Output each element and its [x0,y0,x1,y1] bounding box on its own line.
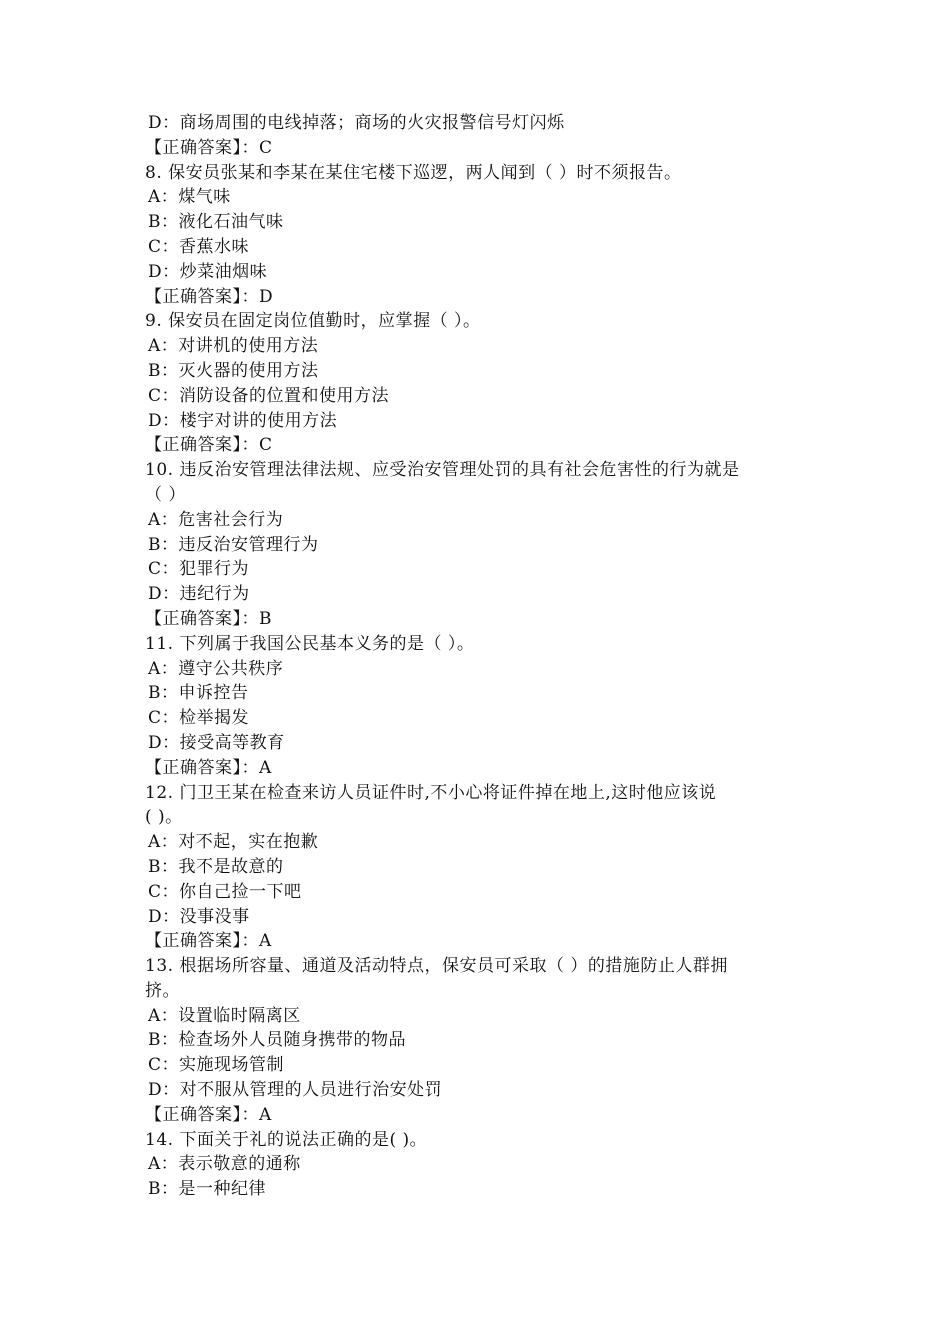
option-text: B：申诉控告 [148,683,249,704]
option-text: A：危害社会行为 [148,509,284,530]
option-text: D：违纪行为 [148,584,250,605]
option-text: B：是一种纪律 [148,1179,266,1200]
question-text: 14. 下面关于礼的说法正确的是( )。 [145,1129,428,1150]
option-text: C：香蕉水味 [148,236,250,257]
answer-text: 【正确答案】：C [145,137,273,158]
option-text: D：楼宇对讲的使用方法 [148,410,338,431]
option-text: A：设置临时隔离区 [148,1005,301,1026]
answer-text: 【正确答案】：D [145,286,274,307]
option-text: C：你自己捡一下吧 [148,881,302,902]
question-text: 12. 门卫王某在检查来访人员证件时,不小心将证件掉在地上,这时他应该说 [145,782,717,803]
question-continuation: ( )。 [145,807,183,828]
option-text: B：检查场外人员随身携带的物品 [148,1030,406,1051]
option-text: B：液化石油气味 [148,212,284,233]
question-text: 11. 下列属于我国公民基本义务的是（ ）。 [145,633,475,654]
document-page [0,111,950,1202]
option-text: C：检举揭发 [148,708,250,729]
question-continuation: 挤。 [145,980,180,1001]
option-text: B：灭火器的使用方法 [148,360,319,381]
option-text: D：商场周围的电线掉落；商场的火灾报警信号灯闪烁 [148,113,565,133]
question-continuation: （ ） [145,484,186,505]
question-text: 8. 保安员张某和李某在某住宅楼下巡逻，两人闻到（ ）时不须报告。 [145,162,682,183]
option-text: C：实施现场管制 [148,1055,285,1076]
answer-text: 【正确答案】：A [145,757,272,778]
option-text: A：对不起，实在抱歉 [148,832,319,853]
answer-text: 【正确答案】：C [145,435,273,456]
option-text: B：违反治安管理行为 [148,534,319,555]
option-text: A：遵守公共秩序 [148,658,284,679]
question-text: 10. 违反治安管理法律法规、应受治安管理处罚的具有社会危害性的行为就是 [145,460,740,481]
answer-text: 【正确答案】：B [145,608,272,629]
option-text: D：炒菜油烟味 [148,261,268,282]
option-text: A：煤气味 [148,187,231,208]
option-text: A：表示敬意的通称 [148,1154,301,1175]
option-text: B：我不是故意的 [148,856,284,877]
question-text: 9. 保安员在固定岗位值勤时，应掌握（ ）。 [145,311,481,332]
option-text: C：犯罪行为 [148,559,250,580]
answer-text: 【正确答案】：A [145,1104,272,1125]
option-text: D：接受高等教育 [148,732,285,753]
option-text: D：对不服从管理的人员进行治安处罚 [148,1080,443,1101]
answer-text: 【正确答案】：A [145,931,272,952]
option-text: C：消防设备的位置和使用方法 [148,385,390,406]
option-text: D：没事没事 [148,906,250,927]
option-text: A：对讲机的使用方法 [148,336,319,357]
question-text: 13. 根据场所容量、通道及活动特点，保安员可采取（ ）的措施防止人群拥 [145,956,728,977]
